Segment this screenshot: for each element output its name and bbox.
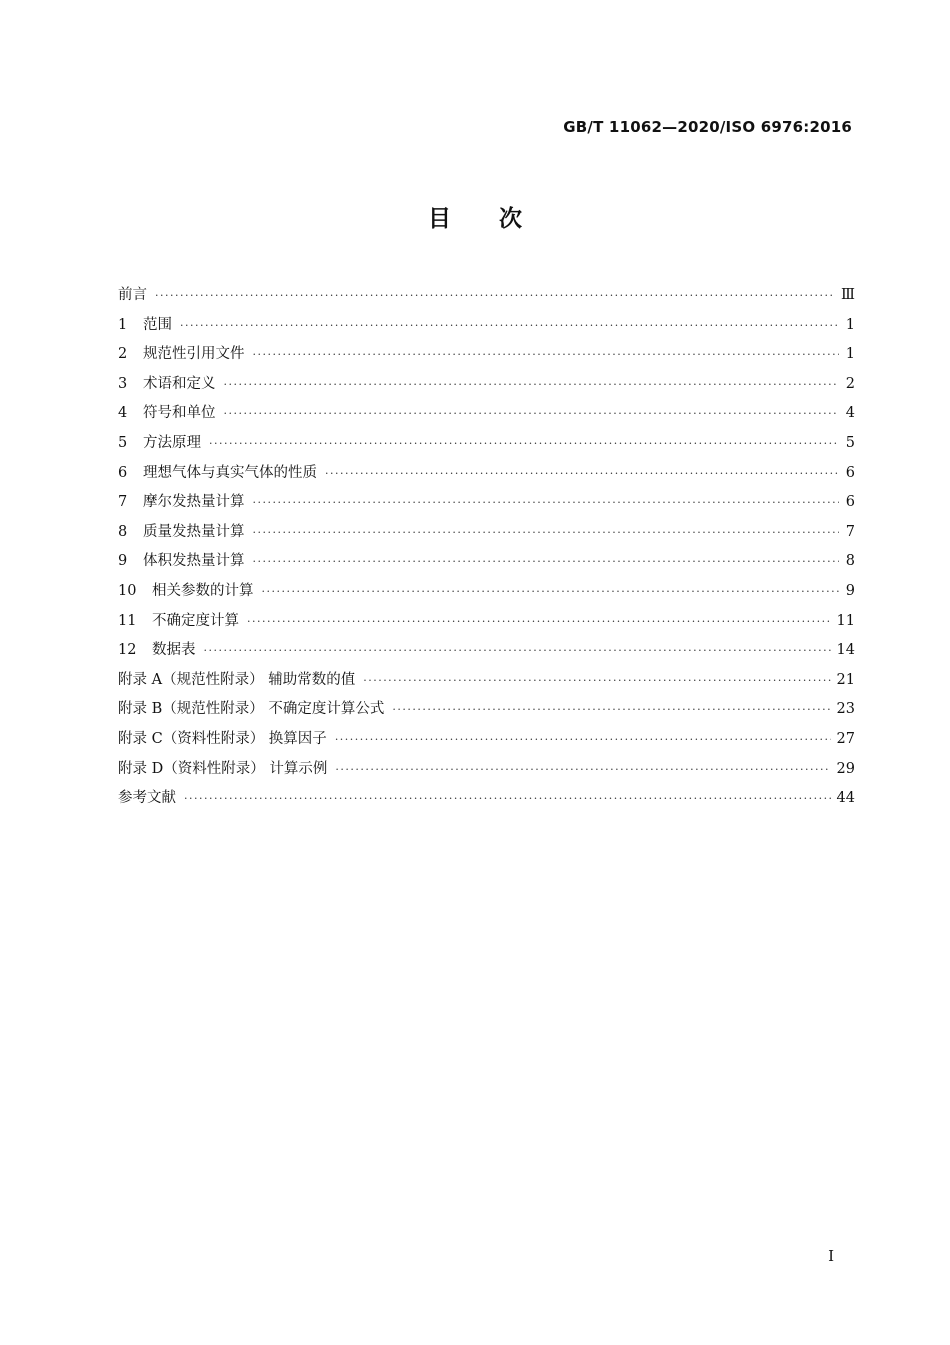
toc-entry-annex-c[interactable] (118, 725, 855, 755)
page-number: I (828, 1247, 834, 1265)
dot-leader (335, 755, 830, 785)
toc-entry-label: 参考文献 (118, 790, 176, 807)
toc-entry-number: 9 (118, 553, 128, 570)
toc-entry-number: 7 (118, 494, 128, 511)
dot-leader (224, 399, 840, 429)
toc-entry-label: 附录 D（资料性附录） 计算示例 (118, 760, 328, 777)
toc-entry-annex-b[interactable] (118, 695, 855, 725)
toc-entry-number: 10 (118, 582, 137, 599)
toc-entry-page: 5 (845, 434, 855, 451)
toc-entry-number: 1 (118, 316, 128, 333)
page-title: 目次 (428, 206, 570, 232)
standard-number: GB/T 11062—2020/ISO 6976:2016 (563, 118, 852, 136)
toc-entry-page: 23 (836, 701, 855, 718)
toc-entry-number: 12 (118, 642, 137, 659)
toc-entry-number: 2 (118, 346, 128, 363)
toc-entry-label: 质量发热量计算 (143, 523, 245, 540)
toc-entry-page: 4 (845, 405, 855, 422)
toc-entry-label: 符号和单位 (143, 405, 216, 422)
toc-entry-label: 规范性引用文件 (143, 346, 245, 363)
dot-leader (335, 725, 831, 755)
toc-entry-molar-calorific[interactable] (118, 488, 855, 518)
toc-entry-page: 2 (845, 375, 855, 392)
dot-leader (363, 666, 830, 696)
toc-entry-page: 7 (845, 523, 855, 540)
toc-entry-data-tables[interactable] (118, 636, 855, 666)
dot-leader (253, 488, 840, 518)
toc-entry-label: 术语和定义 (143, 375, 216, 392)
toc-entry-page: 6 (845, 494, 855, 511)
toc-entry-annex-a[interactable] (118, 666, 855, 696)
dot-leader (180, 311, 839, 341)
toc-entry-number: 6 (118, 464, 128, 481)
dot-leader (392, 695, 830, 725)
dot-leader (253, 518, 840, 548)
toc-entry-label: 前言 (118, 287, 147, 303)
toc-entry-page: 44 (836, 790, 855, 807)
toc-entry-label: 附录 C（资料性附录） 换算因子 (118, 730, 327, 747)
toc-entry-label: 摩尔发热量计算 (143, 494, 245, 511)
dot-leader (155, 281, 835, 311)
toc-entry-label: 附录 B（规范性附录） 不确定度计算公式 (118, 701, 385, 718)
toc-entry-page: 8 (845, 553, 855, 570)
toc-entry-normative-references[interactable] (118, 340, 855, 370)
toc-entry-page: 29 (836, 760, 855, 777)
dot-leader (253, 340, 840, 370)
toc-entry-label: 相关参数的计算 (152, 582, 254, 599)
toc-entry-label: 方法原理 (143, 434, 201, 451)
toc-entry-symbols-units[interactable] (118, 399, 855, 429)
toc-entry-label: 附录 A（规范性附录） 辅助常数的值 (118, 671, 356, 688)
dot-leader (209, 429, 839, 459)
toc-entry-label: 数据表 (152, 642, 196, 659)
toc-entry-number: 11 (118, 612, 137, 629)
toc-entry-page: 6 (845, 464, 855, 481)
toc-entry-label: 体积发热量计算 (143, 553, 245, 570)
toc-entry-page: 9 (845, 582, 855, 599)
toc-entry-number: 8 (118, 523, 128, 540)
toc-entry-bibliography[interactable] (118, 784, 855, 814)
table-of-contents (118, 281, 855, 814)
toc-entry-ideal-real-gas[interactable] (118, 459, 855, 489)
dot-leader (253, 547, 840, 577)
toc-entry-page: 27 (836, 730, 855, 747)
toc-entry-number: 4 (118, 405, 128, 422)
toc-entry-annex-d[interactable] (118, 755, 855, 785)
toc-entry-page: 1 (845, 346, 855, 363)
toc-entry-number: 3 (118, 375, 128, 392)
toc-entry-page: 14 (836, 642, 855, 659)
dot-leader (247, 607, 831, 637)
toc-entry-uncertainty[interactable] (118, 607, 855, 637)
toc-entry-scope[interactable] (118, 311, 855, 341)
toc-entry-label: 理想气体与真实气体的性质 (143, 464, 317, 481)
dot-leader (224, 370, 840, 400)
toc-entry-mass-calorific[interactable] (118, 518, 855, 548)
dot-leader (262, 577, 840, 607)
dot-leader (184, 784, 831, 814)
toc-entry-volumetric-calorific[interactable] (118, 547, 855, 577)
toc-entry-number: 5 (118, 434, 128, 451)
dot-leader (325, 459, 839, 489)
toc-entry-page: 1 (845, 316, 855, 333)
toc-entry-page: Ⅲ (841, 287, 855, 303)
toc-entry-page: 11 (836, 612, 855, 629)
toc-entry-related-parameters[interactable] (118, 577, 855, 607)
toc-entry-label: 范围 (143, 316, 172, 333)
toc-entry-page: 21 (836, 671, 855, 688)
dot-leader (204, 636, 831, 666)
toc-entry-label: 不确定度计算 (152, 612, 239, 629)
toc-entry-foreword[interactable] (118, 281, 855, 311)
toc-entry-terms-definitions[interactable] (118, 370, 855, 400)
toc-entry-principle[interactable] (118, 429, 855, 459)
